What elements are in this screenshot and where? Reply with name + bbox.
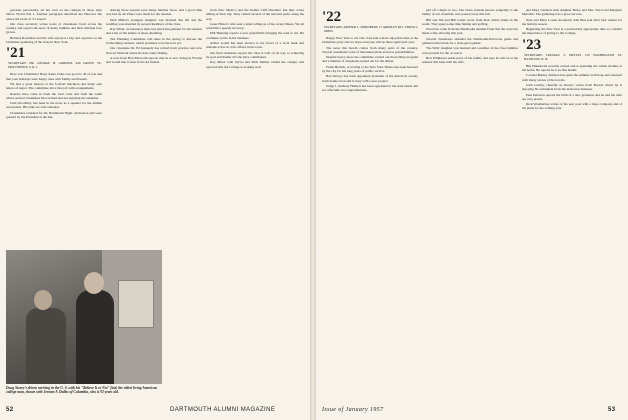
paragraph: Phil Henning reports a new grandchild, bringing the total to six. He continues active in his business.	[206, 31, 304, 40]
paragraph: Classmates returned for the Dartmouth Night celebration and were greeted by the President at the Inn.	[6, 110, 102, 120]
paragraph: Judge J. Anthony Hudson has been appointed to the state bench and we offer him our congratulations.	[322, 83, 418, 93]
paragraph: Frank Herrick, according to the New York Times, has been honored by the city for his long years of public service.	[322, 64, 418, 74]
paragraph: Word has come from the Dartmouth Alumni Fund that the class has made a fine showing this year.	[422, 27, 518, 36]
class-secretary: SECRETARY, DR. GEORGE H. GORDON, 429 GROVE ST., PROVIDENCE 6, R. I.	[8, 61, 102, 70]
paragraph: Dick Miller's youngest daughter was married this fall and the wedding was attended by several members of the class.	[106, 17, 202, 26]
paragraph: Bernard Rosenthal and his wife enjoyed a trip and reported on the Christmas gathering of the class in New York.	[6, 35, 102, 45]
paragraph: Colonel Barney Jamison has spent the summer in Europe and returned with many stories of his travels.	[522, 73, 622, 82]
paragraph: Our classmate Dr. Ed Kennedy has retired from practice and now lives in Vermont where he does some fishing.	[106, 46, 202, 55]
paragraph: gracious personality, all her own on the campus in those days before World War I. Another paragraph described the Hanover Inn where the Class of '21 stayed.	[6, 8, 102, 21]
paragraph: A note from Bob Ellsworth reports that he is now living in Florida and would like to hear from old friends.	[106, 55, 202, 65]
paragraph: Arthur Gould has been elected to the board of a local bank and remains active in civic affairs in his town.	[206, 41, 304, 50]
paragraph: John Woodbury has been in the news as a speaker for the alumni association. His talks are well attended.	[6, 101, 102, 110]
class-heading-22	[322, 10, 418, 33]
left-page	[0, 0, 310, 420]
right-column-1	[322, 8, 418, 398]
class-year: '22	[322, 9, 342, 25]
left-footer-title: DARTMOUTH ALUMNI MAGAZINE	[170, 407, 276, 413]
paragraph: John Leahey, cheerful as always, writes from Boston where he is enjoying his retirement from the insurance business.	[522, 82, 622, 92]
paragraph: Reports have come in from the west coast and from the south where several classmates have retired and are enjoying the sunshine.	[6, 91, 102, 100]
paragraph: Ray Wilde, an insurance man, has given the pennant for the reunion and a list of the names of those attending.	[106, 27, 202, 36]
paragraph: Beginning the New Year is a particularly appropriate time to consider the importance of giving to the College.	[522, 27, 622, 36]
right-column-2	[422, 8, 518, 398]
paragraph: and Mary Lindsell with daughter Betty, and Mrs. Ward and Margaret Merriam. The gathering was a great success.	[522, 8, 622, 17]
paragraph: Rick Weatherbee writes of his new post with a large company and of his plans for the coming year.	[522, 102, 622, 111]
class-year: '21	[6, 45, 26, 62]
right-column-3	[522, 8, 622, 398]
paragraph: The Stills' daughter was married and a number of the class families were present for the occasion.	[422, 46, 518, 55]
right-footer-page-number: 53	[608, 407, 616, 413]
paragraph: Nate and Mary Louise Kronbach with Bud sent their best wishes for the holiday season.	[522, 17, 622, 26]
paragraph: How was Christmas? Hope Santa Claus was good to all of you and that your holidays were happy ones with family and friends.	[6, 72, 102, 81]
class-heading-21	[6, 46, 102, 69]
paragraph: We had a great turnout at the football luncheon and many sent letters of regret. The committee did a fine job with arrangements.	[6, 81, 102, 91]
class-secretary: SECRETARY, ARTHUR L. HORNBERG 17 ARDSLEY RD., EDINA 5, MINN.	[324, 25, 418, 33]
paragraph: Bill and Jim and Bill Lamb wrote from their winter home in the south. They spent some time fishing and golfing.	[422, 17, 518, 26]
paragraph: Gene Pfister's wife sent a letter telling us of his recent illness. We all wish him a speedy recovery.	[206, 21, 304, 31]
paragraph: Our fund chairman reports the class is well on its way to achieving its goal and thanks all who have contributed.	[206, 50, 304, 59]
paragraph: Roy Minor with Sylvia and Dick Mather visited the campus and reported that the College is looking well.	[206, 60, 304, 69]
paragraph: Happy New Year to all. Our class had a most enjoyable time at the Christmas party and we hope everyone will be there again next year.	[322, 36, 418, 45]
left-footer-page-number: 52	[6, 407, 14, 413]
paragraph: Bert Wilkinson sends news of his family and says he will be at the reunion this June with his wife.	[422, 55, 518, 65]
right-page	[316, 0, 628, 420]
right-footer-issue: Issue of January 1957	[322, 407, 384, 413]
paragraph: The Planning Committee will meet in the spring to discuss the forthcoming reunion, which promises to be the best yet.	[106, 36, 202, 46]
paragraph: The news this month comes from many parts of the country. Several classmates write of retirement plans and new grandchildren.	[322, 45, 418, 54]
paragraph: Several classmates attended the Dartmouth-Princeton game and gathered afterwards for a class get-together.	[422, 36, 518, 46]
paragraph: from New Mexico and the Indian Cliff Dwellers' Inn they wrote telling of their trip. They visited several of the national parks along the way.	[206, 8, 304, 21]
class-heading-23	[522, 38, 622, 61]
photo-caption: Doug Storey's driven arriving in the U. S. with his "Believe It or Not" find, the oldest living American college man, shown with Jerome F. Dallas of Columbia, who is 92 years old.	[6, 386, 157, 395]
paragraph: ped off a night or two. The Class extends sincere sympathy to the family of our classmate who passed away this fall.	[422, 8, 518, 17]
class-year: '23	[522, 36, 542, 53]
paragraph: Among those present were many familiar faces, and a good time was had by all. Plans were made for the reunion.	[106, 8, 202, 17]
paragraph: Paul Peterson reports the birth of a new grandson and he and his wife are very proud.	[522, 92, 622, 101]
paragraph: Bob Dewey has been appointed president of the historical society in his home town and is busy with a new project.	[322, 74, 418, 83]
paragraph: Our class secretary writes notes of classmates from across the country and reports the news of many families and their children now grown.	[6, 21, 102, 35]
paragraph: Bill Hunnewell recently retired and is spending the winter months at his home. He reports he is in fine health.	[522, 63, 622, 73]
left-column-3	[206, 8, 304, 398]
class-photo	[6, 250, 162, 384]
class-secretary: SECRETARY, TRUMAN T. METZEL 150 WASHINGTON ST. HANOVER, N. H.	[524, 52, 622, 61]
paragraph: Despite heavy snow the committee carried out the holiday program and a number of classmates turned out for the dinner.	[322, 55, 418, 64]
